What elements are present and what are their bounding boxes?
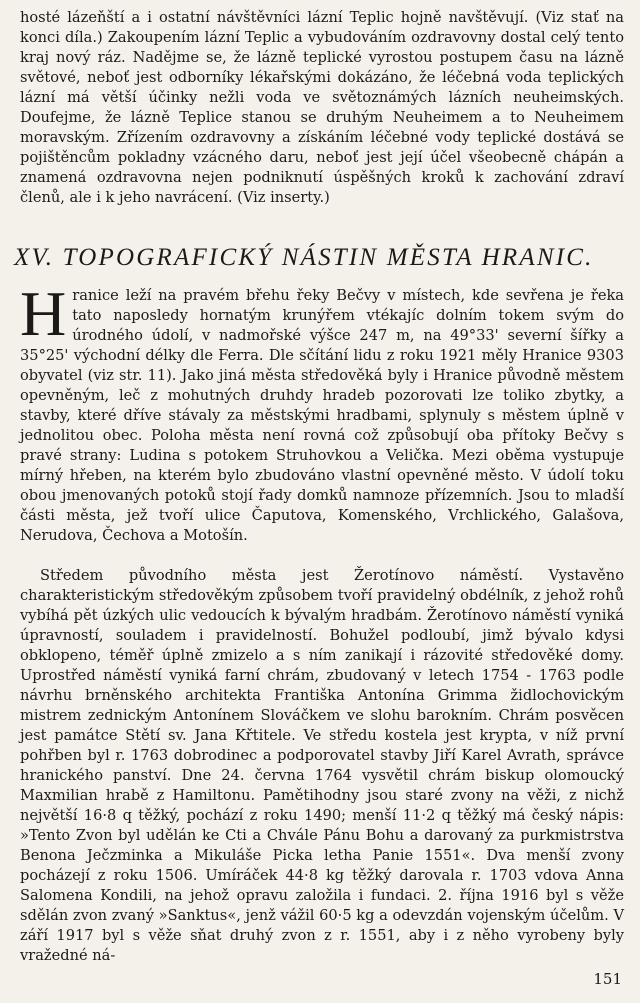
chapter-title: XV. TOPOGRAFICKÝ NÁSTIN MĚSTA HRANIC. bbox=[14, 244, 594, 271]
paragraph-square: Středem původního města jest Žerotínovo náměstí. Vystavěno charakteristickým středověkým způsobem tvoří pravidelný obdélník, z jehož rohů vybíhá pět úzkých ulic vedoucích k bývalým hradbám. Žerotínovo náměstí vyniká úpravností, souladem i pravidelností. Bohužel podloubí, jimž bývalo kdysi obklopeno, téměř úplně zmizelo a s ním zanikají i rázovité středověké domy. Uprostřed náměstí vyniká farní chrám, zbudovaný v letech 1754 - 1763 podle návrhu brněnského architekta Františka Antonína Grimma židlochovickým mistrem zednickým Antonínem Slováčkem ve slohu barokním. Chrám posvěcen jest památce Stětí sv. Jana Křtitele. Ve středu kostela jest krypta, v níž první pohřben byl r. 1763 dobrodinec a podporovatel stavby Jiří Karel Avrath, správce hranického panství. Dne 24. června 1764 vysvětil chrám biskup olomoucký Maxmilian hrabě z Hamiltonu. Pamětihodny jsou staré zvony na věži, z nichž největší 16·8 q těžký, pochází z roku 1490; menší 11·2 q těžký má český nápis: »Tento Zvon byl udělán ke Cti a Chvále Pánu Bohu a darovaný za purkmistrstva Benona Ječzminka a Mikuláše Picka letha Panie 1551«. Dva menší zvony pocházejí z roku 1506. Umíráček 44·8 kg těžký darovala r. 1703 vdova Anna Salomena Kondili, na jehož opravu založila i fundaci. 2. října 1916 byl s věže sdělán zvon zvaný »Sanktus«, jenž vážil 60·5 kg a odevzdán vojenským účelům. V září 1917 byl s věže sňat druhý zvon z r. 1551, aby i z něho vyrobeny byly vražedné ná- bbox=[20, 567, 624, 964]
paragraph-topography bbox=[20, 278, 624, 546]
drop-cap: H bbox=[20, 278, 67, 349]
page-number: 151 bbox=[593, 970, 622, 988]
paragraph-intro: hosté lázeňští a i ostatní návštěvníci lázní Teplic hojně navštěvují. (Viz stať na konci díla.) Zakoupením lázní Teplic a vybudováním ozdravovny dostal celý tento kraj nový ráz. Nadějme se, že lázně teplické vyrostou postupem času na lázně světové, neboť jest odborníky lékařskými dokázáno, že léčebná voda teplických lázní má větší účinky nežli voda ve světoznámých lázních neuheimských. Doufejme, že lázně Teplice stanou se druhým Neuheimem a to Neuheimem moravským. Zřízením ozdravovny a získáním léčebné vody teplické dostává se pojištěncům pokladny vzácného daru, neboť jest její účel všeobecně chápán a znamená ozdravovna nejen podniknutí úspěšných kroků k zachování zdraví členů, ale i k jeho navrácení. (Viz inserty.) bbox=[20, 9, 624, 206]
paragraph-topography-text: ranice leží na pravém břehu řeky Bečvy v místech, kde sevřena je řeka tato naposledy hornatým krunýřem vtékajíc dolním tokem svým do úrodného údolí, v nadmořské výšce 247 m, na 49°33' severní šířky a 35°25' východní délky dle Ferra. Dle sčítání lidu z roku 1921 měly Hranice 9303 obyvatel (viz str. 11). Jako jiná města středověká byly i Hranice původně městem opevněným, leč z mohutných druhdy hradeb pozorovati lze toliko zbytky, a stavby, které dříve stávaly za městskými hradbami, splynuly s městem úplně v jednolitou obec. Poloha města není rovná což způsobují oba přítoky Bečvy s pravé strany: Ludina s potokem Struhovkou a Velička. Mezi oběma vystupuje mírný hřeben, na kterém bylo zbudováno vlastní opevněné město. V údolí toku obou jmenovaných potoků stojí řady domků namnoze přízemních. Jsou to mladší části města, jež tvoří ulice Čaputova, Komenského, Vrchlického, Galašova, Nerudova, Čechova a Motošín. bbox=[20, 287, 624, 544]
